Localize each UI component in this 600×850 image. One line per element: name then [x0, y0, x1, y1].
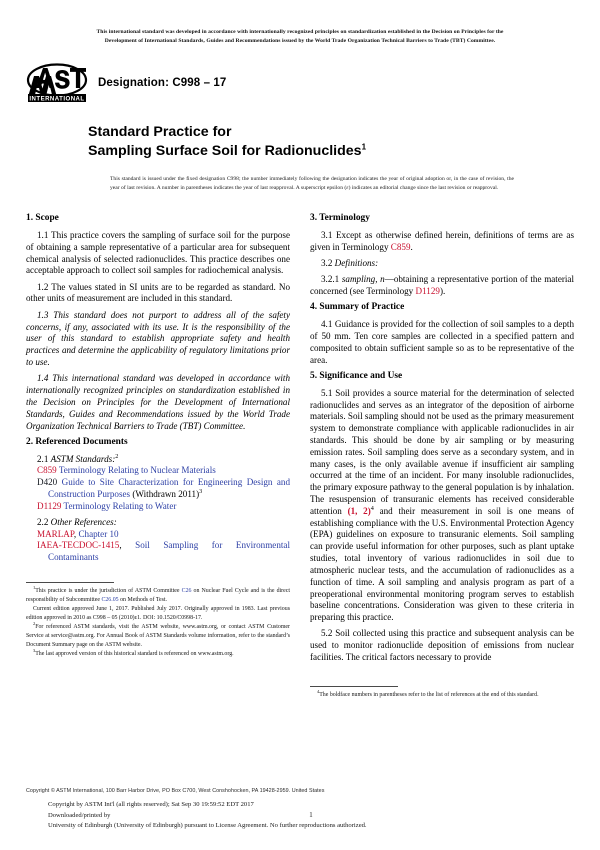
reference-title-d420[interactable]: Guide to Site Characterization for Engineering Design and Construction Purposes — [48, 477, 290, 500]
section-heading-terminology: 3. Terminology — [310, 213, 370, 224]
paragraph-3-2-1-term: sampling, n — [341, 274, 385, 285]
section-heading-significance-and-use: 5. Significance and Use — [310, 370, 403, 381]
paragraph-5-1-number: 5.1 — [321, 387, 333, 398]
paragraph-3-1-link-c859[interactable]: C859 — [390, 241, 411, 252]
footnote-4-marker: 4 — [317, 688, 320, 694]
footnote-1-text-b: on Nuclear Fuel Cycle and is the direct responsibility of Subcommittee — [26, 587, 290, 603]
tbt-banner — [26, 0, 574, 45]
astm-logo-banner-text: INTERNATIONAL — [29, 95, 85, 103]
paragraph-1-1 — [26, 230, 290, 277]
reference-title-c859[interactable]: Terminology Relating to Nuclear Materials — [58, 465, 216, 476]
paragraph-1-1-number: 1.1 — [37, 229, 49, 240]
subsection-2-1-footnote-marker: 2 — [115, 452, 119, 460]
footnote-divider — [26, 582, 114, 583]
subsection-2-2-title: Other References: — [50, 516, 117, 527]
paragraph-3-2 — [310, 258, 574, 270]
designation-row — [26, 59, 574, 107]
issued-under-note — [110, 175, 514, 193]
paragraph-1-3 — [26, 310, 290, 369]
designation-label: Designation: C998 – 17 — [98, 77, 227, 90]
paragraph-1-4-number: 1.4 — [37, 373, 49, 384]
footnote-4 — [310, 688, 574, 700]
subsection-2-1-number: 2.1 — [37, 453, 49, 464]
footnote-2-marker: 2 — [33, 620, 36, 626]
subsection-2-1-title: ASTM Standards: — [50, 453, 116, 464]
reference-footnote-marker-d420: 3 — [199, 488, 203, 496]
footnote-4-text: The boldface numbers in parentheses refer to the list of references at the end of this standard. — [319, 691, 539, 698]
section-heading-scope: 1. Scope — [26, 213, 59, 224]
paragraph-1-3-number: 1.3 — [37, 309, 49, 320]
license-line-2: Downloaded/printed by — [48, 811, 111, 819]
subsection-2-2-label — [26, 517, 290, 529]
title-footnote-marker: 1 — [361, 142, 367, 152]
left-footnotes-wrapper — [26, 582, 290, 659]
copyright-notice: Copyright © ASTM International, 100 Barr Harbor Drive, PO Box C700, West Conshohocken, PA 19428-2959. United States — [26, 787, 325, 794]
paragraph-1-3-text: This standard does not purport to address all of the safety concerns, if any, associated with its use. It is the responsibility of the user of this standard to establish appropriate safety and health practices and determine the applicability of regulatory limitations prior to use. — [26, 309, 290, 368]
paragraph-3-2-1 — [310, 274, 574, 298]
page-number: 1 — [309, 811, 313, 819]
paragraph-1-1-text: This practice covers the sampling of surface soil for the purpose of obtaining a sample representative of a particular area for subsequent chemical analysis of selected radionuclides. This practice describes one acceptable approach to collect soil samples for radiochemical analysis. — [26, 229, 290, 276]
issued-under-note-text: This standard is issued under the fixed designation C998; the number immediately following the designation indicates the year of original adoption or, in the case of revision, the year of last revision. A number in parentheses indicates the year of last reapproval. A superscript epsilon (ε) indicates an editorial change since the last revision or reapproval. — [110, 176, 514, 192]
reference-title-iaea[interactable]: Soil Sampling for Environmental Contaminants — [48, 540, 290, 563]
tbt-banner-line-2: Development of International Standards, Guides and Recommendations issued by the World Trade Organization Technical Barriers to Trade (TBT) Committee. — [104, 37, 496, 44]
footnote-1-link-c2605[interactable]: C26.05 — [101, 596, 119, 603]
footnote-3-marker: 3 — [33, 647, 36, 653]
paragraph-3-1 — [310, 230, 574, 254]
paragraph-3-1-text: Except as otherwise defined herein, definitions of terms are as given in Terminology — [310, 229, 574, 252]
right-column — [310, 213, 574, 723]
reference-designation-marlap[interactable]: MARLAP — [37, 528, 74, 539]
paragraph-3-2-1-link-d1129[interactable]: D1129 — [415, 286, 440, 297]
left-column — [26, 213, 290, 723]
subsection-2-1-label — [26, 454, 290, 466]
footnote-1 — [26, 587, 290, 605]
title-line-1: Standard Practice for — [88, 124, 232, 141]
page-footer — [26, 788, 574, 832]
title-block — [88, 123, 574, 161]
reference-item-c859[interactable] — [26, 465, 290, 477]
paragraph-5-2-text: Soil collected using this practice and subsequent analysis can be used to monitor radionuclide deposition of emissions from nuclear facilities. The critical factors necessary to provide — [310, 628, 574, 663]
paragraph-5-1-citation-footnote-marker: 4 — [370, 504, 374, 512]
paragraph-1-2-number: 1.2 — [37, 281, 49, 292]
footnote-current-edition: Current edition approved June 1, 2017. Published July 2017. Originally approved in 1983. Last previous edition approved in 2010 as C998 – 05 (2010)ε1. DOI: 10.1520/C0998-17. — [26, 605, 290, 621]
footnote-divider-right — [310, 686, 398, 687]
reference-designation-d1129[interactable]: D1129 — [37, 500, 62, 511]
reference-title-d1129[interactable]: Terminology Relating to Water — [63, 500, 177, 511]
paragraph-5-1-citation[interactable]: (1, 2) — [347, 505, 371, 516]
paragraph-5-2-number: 5.2 — [321, 628, 333, 639]
license-line-1: Copyright by ASTM Int'l (all rights reserved); Sat Sep 30 19:59:52 EDT 2017 — [48, 800, 254, 808]
reference-title-marlap[interactable]: Chapter 10 — [78, 528, 119, 539]
footnote-2-text: For referenced ASTM standards, visit the ASTM website, www.astm.org, or contact ASTM Customer Service at service@astm.org. For Annual Book of ASTM Standards volume information, refer to the standard’s Document Summary page on the ASTM website. — [26, 623, 290, 648]
astm-logo-icon — [26, 61, 88, 105]
footnote-1-marker: 1 — [33, 585, 36, 590]
paragraph-5-2 — [310, 628, 574, 663]
paragraph-5-1 — [310, 388, 574, 624]
section-heading-summary-of-practice: 4. Summary of Practice — [310, 302, 405, 313]
reference-comma-marlap: , — [73, 528, 77, 539]
reference-designation-d420[interactable]: D420 — [37, 477, 58, 488]
paragraph-5-1-text-b: and their measurement in soil is one means of establishing compliance with the U.S. Environmental Protection Agency (EPA) guidelines on exposure to transuranic elements. Soil sampling can provide useful information for other purposes, such as plant uptake studies, total inventory of various radionuclides in soil due to atmospheric nuclear tests, and the accumulation of radionuclides as a function of time. A soil sampling and analysis program as part of a preoperational environmental monitoring program serves to establish baseline concentrations. Consideration was given to these criteria in preparing this practice. — [310, 505, 574, 623]
reference-item-iaea[interactable] — [26, 540, 290, 564]
paragraph-3-2-1-number: 3.2.1 — [321, 274, 340, 285]
paragraph-4-1-text: Guidance is provided for the collection of soil samples to a depth of 50 mm. Ten core samples are collected in a specified pattern and composited to obtain sufficient sample so as to be representative of the area. — [310, 319, 574, 365]
paragraph-1-2 — [26, 282, 290, 306]
paragraph-1-2-text: The values stated in SI units are to be regarded as standard. No other units of measurement are included in this standard. — [26, 281, 291, 304]
license-line-3: University of Edinburgh (University of Edinburgh) pursuant to License Agreement. No further reproductions authorized. — [48, 822, 367, 830]
page-title — [88, 123, 574, 161]
tbt-banner-line-1: This international standard was developed in accordance with internationally recognized principles on standardization established in the Decision on Principles for the — [96, 29, 504, 35]
reference-comma-iaea: , — [119, 540, 122, 551]
reference-item-d420[interactable] — [26, 477, 290, 501]
footnote-3-text: The last approved version of this historical standard is referenced on www.astm.org. — [35, 650, 234, 657]
reference-suffix-d420: (Withdrawn 2011) — [132, 489, 200, 500]
footnote-1-text-a: This practice is under the jurisdiction of ASTM Committee — [35, 587, 182, 594]
paragraph-1-4-text: This international standard was developed in accordance with internationally recognized principles on standardization established in the Decision on Principles for the Development of International Standards, Guides and Recommendations issued by the World Trade Organization Technical Barriers to Trade (TBT) Committee. — [26, 373, 290, 431]
paragraph-3-2-number: 3.2 — [321, 258, 333, 269]
paragraph-3-2-1-text-end: ). — [439, 286, 446, 297]
license-block — [48, 800, 574, 832]
section-heading-referenced-documents: 2. Referenced Documents — [26, 436, 128, 447]
paragraph-3-1-text-end: . — [410, 241, 413, 252]
reference-item-d1129[interactable] — [26, 501, 290, 513]
paragraph-3-2-label: Definitions: — [334, 258, 379, 269]
footnote-1-text-c: on Methods of Test. — [118, 596, 168, 603]
title-line-2: Sampling Surface Soil for Radionuclides — [88, 143, 362, 160]
right-footnotes-wrapper — [310, 686, 574, 700]
reference-designation-iaea[interactable]: IAEA-TECDOC-1415 — [37, 540, 120, 551]
paragraph-3-1-number: 3.1 — [321, 229, 333, 240]
subsection-2-2-number: 2.2 — [37, 516, 49, 527]
paragraph-1-4 — [26, 373, 290, 432]
footnote-2 — [26, 620, 290, 650]
paragraph-4-1-number: 4.1 — [321, 319, 333, 330]
footnote-1-link-c26[interactable]: C26 — [181, 587, 192, 594]
reference-item-marlap[interactable] — [26, 529, 290, 541]
footnote-3 — [26, 647, 290, 659]
paragraph-3-2-1-text: —obtaining a representative portion of the material concerned (see Terminology — [310, 274, 574, 297]
reference-designation-c859[interactable]: C859 — [37, 465, 57, 476]
body-columns — [26, 213, 574, 723]
paragraph-5-1-text-a: Soil provides a source material for the determination of selected radionuclides and serves as an integrator of the deposition of airborne materials. Soil sampling should not be used as the primary measurement system to demonstrate compliance with applicable radionuclides in air standards. This should be done by air sampling or by measuring emission rates. Soil sampling does serve as a secondary system, and in many cases, is the only available avenue if insufficient air sampling occurred at the time of an incident. For many insoluble radionuclides, the primary exposure pathway to the general population is by inhalation. The resuspension of transuranic elements has received considerable attention — [310, 387, 574, 516]
paragraph-4-1 — [310, 319, 574, 366]
